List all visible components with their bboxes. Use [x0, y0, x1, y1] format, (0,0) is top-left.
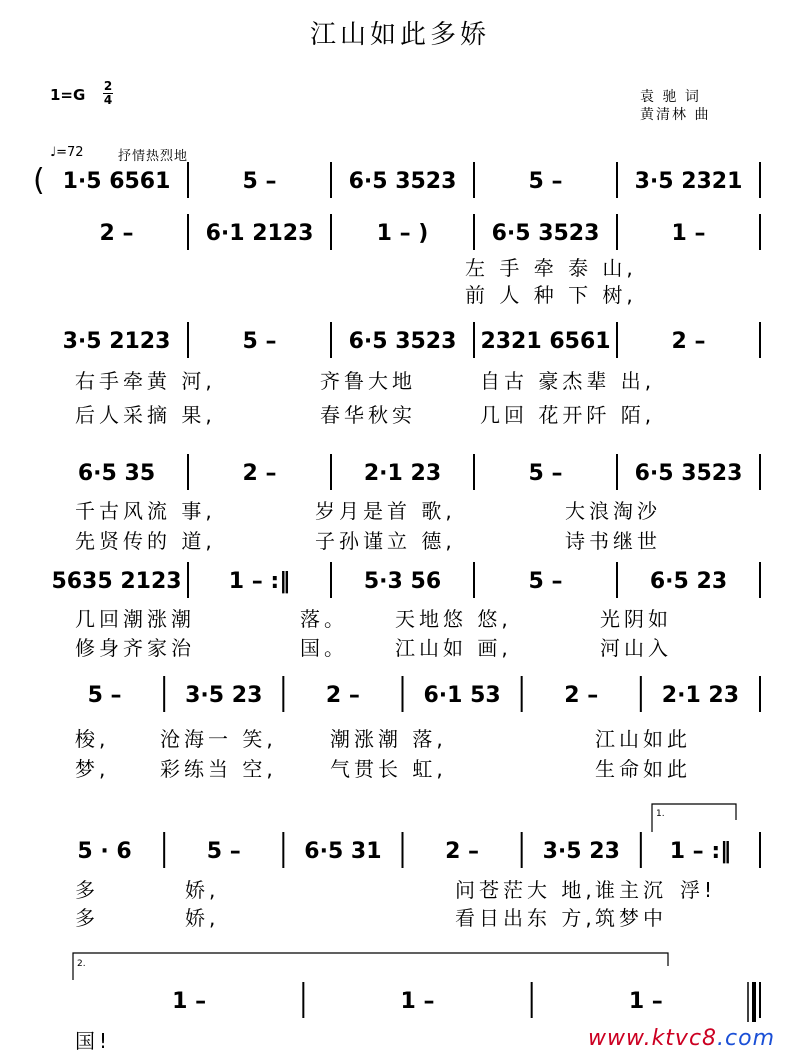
measure: 6·5 3523	[348, 169, 457, 194]
volta-second-label: 2.	[77, 959, 86, 969]
measure: 1 –	[172, 989, 207, 1014]
lyric-text: 问苍茫大 地,	[455, 878, 596, 902]
lyric-text: 右手牵黄 河,	[75, 369, 216, 393]
measure: 1 – :‖	[228, 569, 291, 594]
measure: 5 –	[528, 461, 563, 486]
measure: 5·3 56	[363, 569, 442, 594]
measure: 3·5 2321	[634, 169, 743, 194]
watermark-site: www.ktvc8	[588, 1026, 718, 1051]
lyric-text: 梭,	[75, 727, 110, 751]
lyric-text: 国!	[75, 1029, 112, 1053]
time-signature-top: 2	[103, 79, 113, 93]
watermark-tld: .com	[717, 1026, 776, 1051]
lyric-text: 潮涨潮 落,	[330, 727, 447, 751]
measure: 1 – :‖	[669, 839, 732, 864]
measure: 3·5 2123	[62, 329, 171, 354]
lyric-text: 江山如 画,	[395, 636, 512, 660]
measure: 1·5 6561	[62, 169, 171, 194]
measure: 2 –	[325, 683, 360, 708]
measure: 6·5 35	[77, 461, 156, 486]
measure: 1 –	[400, 989, 435, 1014]
lyric-text: 天地悠 悠,	[395, 607, 512, 631]
measure: 6·5 3523	[491, 221, 600, 246]
measure: 5635 2123	[51, 569, 182, 594]
lyric-text: 江山如此	[595, 727, 691, 751]
measure: 2 –	[445, 839, 480, 864]
lyric-text: 齐鲁大地	[320, 369, 416, 393]
lyric-text: 气贯长 虹,	[330, 757, 447, 781]
measure: 2·1 23	[661, 683, 740, 708]
time-signature-bottom: 4	[103, 93, 113, 107]
measure: 6·5 31	[304, 839, 382, 864]
lyric-text: 先贤传的 道,	[75, 529, 216, 553]
lyric-text: 修身齐家治	[75, 636, 195, 660]
measure: 5 –	[528, 169, 563, 194]
open-paren: (	[33, 163, 45, 198]
lyric-text: 自古 豪杰辈 出,	[480, 369, 656, 393]
measure: 2 –	[564, 683, 599, 708]
lyric-text: 几回 花开阡 陌,	[480, 403, 656, 427]
lyricist: 袁 驰 词	[640, 89, 701, 105]
tempo-mark: ♩=72	[50, 145, 84, 160]
lyric-text: 国。	[300, 636, 348, 660]
volta-second	[73, 953, 668, 980]
lyric-text: 多	[75, 878, 99, 902]
lyric-text: 多	[75, 906, 99, 930]
measure: 6·1 2123	[205, 221, 314, 246]
lyric-text: 谁主沉	[595, 878, 667, 902]
lyric-text: 千古风流 事,	[75, 499, 216, 523]
lyric-text: 筑梦中	[595, 906, 667, 930]
measure: 1 –	[671, 221, 706, 246]
measure: 3·5 23	[542, 839, 620, 864]
lyric-text: 岁月是首 歌,	[315, 499, 456, 523]
lyric-text: 左 手 牵 泰 山,	[465, 256, 637, 280]
lyric-text: 梦,	[75, 757, 110, 781]
measure: 2 –	[99, 221, 134, 246]
page-title: 江山如此多娇	[309, 20, 490, 50]
lyric-text: 生命如此	[595, 757, 691, 781]
lyric-text: 光阴如	[600, 607, 672, 631]
lyric-text: 河山入	[600, 636, 672, 660]
lyric-text: 娇,	[185, 878, 220, 902]
measure: 6·5 3523	[348, 329, 457, 354]
lyric-text: 彩练当 空,	[160, 757, 277, 781]
volta-first-label: 1.	[656, 809, 665, 819]
measure: 3·5 23	[185, 683, 263, 708]
key-signature: 1=G	[50, 86, 86, 104]
measure: 5 –	[242, 169, 277, 194]
measure: 6·1 53	[423, 683, 501, 708]
measure: 2 –	[242, 461, 277, 486]
measure: 2 –	[671, 329, 706, 354]
volta-first	[652, 804, 736, 832]
lyric-text: 几回潮涨潮	[75, 607, 195, 631]
lyric-text: 浮!	[680, 878, 717, 902]
expression-mark: 抒情热烈地	[118, 149, 189, 164]
measure: 6·5 23	[649, 569, 728, 594]
lyric-text: 前 人 种 下 树,	[465, 283, 637, 307]
measure: 2321 6561	[480, 329, 611, 354]
measure: 5 · 6	[77, 839, 132, 864]
lyric-text: 诗书继世	[565, 529, 661, 553]
lyric-text: 后人采摘 果,	[75, 403, 216, 427]
composer: 黄清林 曲	[640, 107, 711, 123]
measure: 1 –	[628, 989, 663, 1014]
measure: 5 –	[206, 839, 241, 864]
measure: 2·1 23	[363, 461, 442, 486]
measure: 5 –	[242, 329, 277, 354]
measure: 5 –	[87, 683, 122, 708]
watermark	[588, 1026, 775, 1051]
lyric-text: 落。	[300, 607, 348, 631]
lyric-text: 春华秋实	[320, 403, 416, 427]
lyric-text: 娇,	[185, 906, 220, 930]
lyric-text: 沧海一 笑,	[160, 727, 277, 751]
lyric-text: 看日出东 方,	[455, 906, 596, 930]
measure: 5 –	[528, 569, 563, 594]
lyric-text: 大浪淘沙	[565, 499, 661, 523]
lyric-text: 子孙谨立 德,	[315, 529, 456, 553]
measure: 6·5 3523	[634, 461, 743, 486]
measure: 1 – )	[376, 221, 429, 246]
